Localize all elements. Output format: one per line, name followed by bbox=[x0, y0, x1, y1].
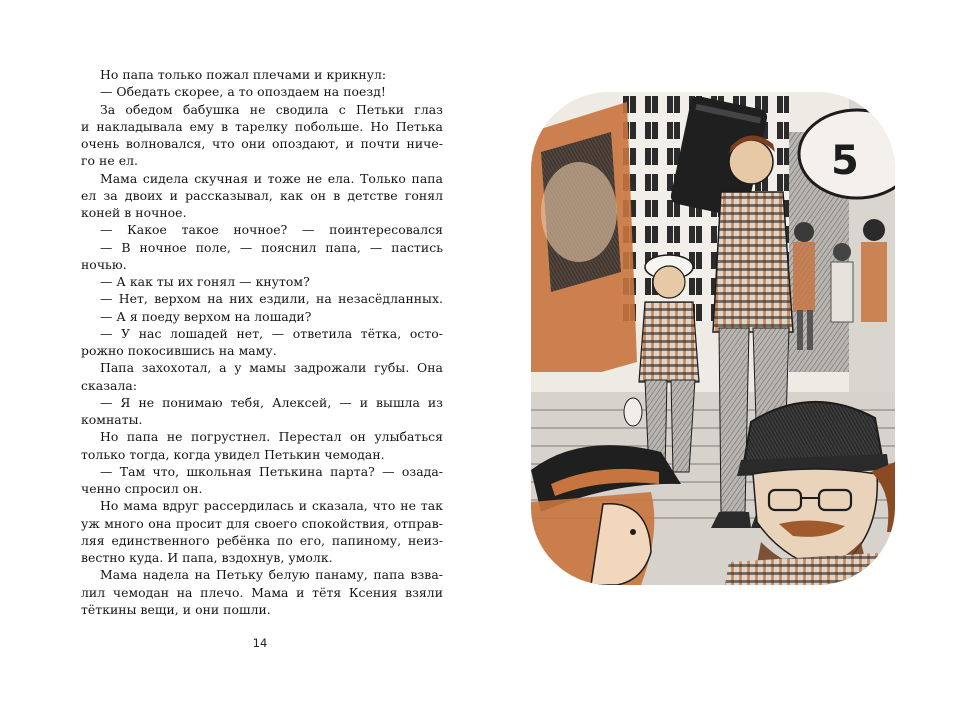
text-line: — В ночное поле, — пояснил папа, — пастись bbox=[100, 239, 443, 255]
text-line: Но папа только пожал плечами и крикнул: bbox=[100, 67, 387, 82]
text-line: го не ел. bbox=[81, 153, 139, 169]
text-line: ночью. bbox=[81, 256, 127, 272]
text-line: коней в ночное. bbox=[81, 205, 187, 220]
text-line: — Обедать скорее, а то опоздаем на поезд! bbox=[100, 84, 386, 100]
text-line: — Нет, верхом на них ездили, на незасёдланных. bbox=[100, 291, 443, 307]
text-line: Мама надела на Петьку белую панаму, папа взва- bbox=[100, 567, 443, 583]
text-line: Но папа не погрустнел. Перестал он улыбаться bbox=[100, 429, 443, 445]
text-line: комнаты. bbox=[81, 412, 143, 427]
text-line: и накладывала ему в тарелку побольше. Но Петька bbox=[81, 118, 443, 134]
text-line: лил чемодан на плечо. Мама и тётя Ксения взяли bbox=[81, 584, 443, 600]
sign-platform-number: 5 bbox=[831, 138, 859, 184]
page-number: 14 bbox=[252, 636, 268, 650]
text-line: уж много она просит для своего спокойствия, отправ- bbox=[81, 515, 443, 531]
text-line: Папа захохотал, а у мамы задрожали губы. Она bbox=[100, 360, 443, 376]
illustration bbox=[531, 92, 895, 585]
body-text bbox=[81, 66, 443, 618]
text-line: Мама сидела скучная и тоже не ела. Только папа bbox=[100, 170, 443, 186]
text-line: За обедом бабушка не сводила с Петьки глаз bbox=[100, 101, 443, 117]
text-line: ел за двоих и рассказывал, как он в детстве гонял bbox=[81, 187, 443, 203]
text-line: — Какое такое ночное? — поинтересовался bbox=[100, 222, 443, 238]
text-line: рожно покосившись на маму. bbox=[81, 343, 277, 358]
text-line: — Там что, школьная Петькина парта? — озада- bbox=[100, 463, 443, 479]
text-line: — У нас лошадей нет, — ответила тётка, осто- bbox=[100, 325, 443, 341]
text-line: — А как ты их гонял — кнутом? bbox=[100, 274, 310, 289]
text-line: вестно куда. И папа, вздохнув, умолк. bbox=[81, 550, 333, 565]
text-line: сказала: bbox=[81, 377, 138, 393]
station-scene-illustration bbox=[531, 92, 895, 585]
text-line: Но мама вдруг рассердилась и сказала, что не так bbox=[100, 498, 443, 514]
text-line: ченно спросил он. bbox=[81, 481, 203, 496]
text-line: тёткины вещи, и они пошли. bbox=[81, 601, 271, 617]
text-line: только тогда, когда увидел Петькин чемодан. bbox=[81, 446, 385, 462]
text-line: — Я не понимаю тебя, Алексей, — и вышла из bbox=[100, 394, 443, 410]
text-line: — А я поеду верхом на лошади? bbox=[100, 308, 312, 324]
text-line: ляя единственного ребёнка по его, папиному, неиз- bbox=[81, 532, 443, 548]
text-line: очень волновался, что они опоздают, и почти ниче- bbox=[81, 136, 443, 151]
